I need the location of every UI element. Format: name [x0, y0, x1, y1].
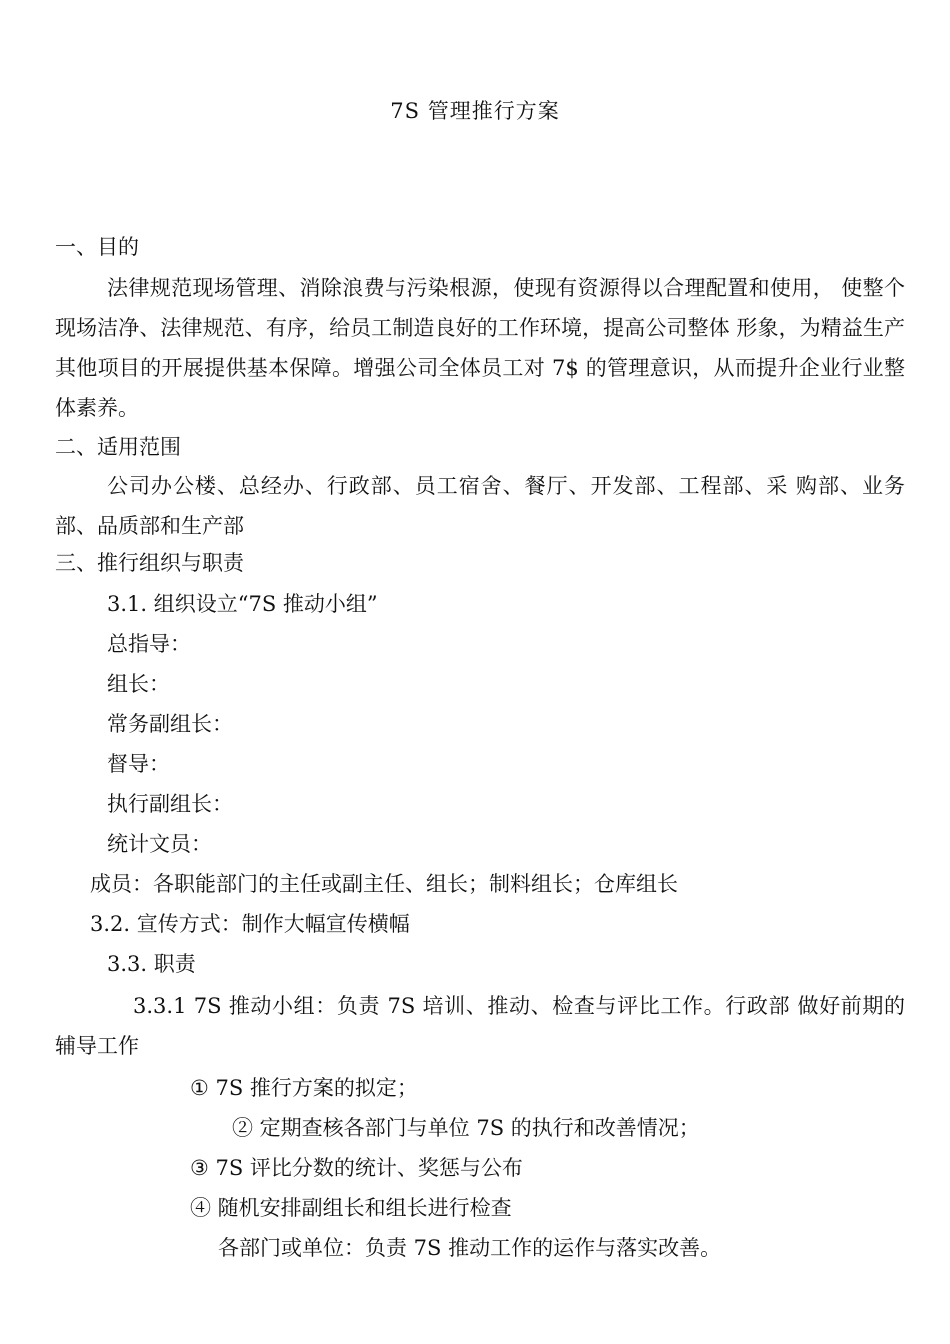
duty-item-4: ④ 随机安排副组长和组长进行检查 [190, 1196, 512, 1220]
section-3-heading: 三、推行组织与职责 [55, 551, 244, 575]
role-statistics-clerk: 统计文员： [107, 832, 212, 856]
role-supervisor: 督导： [107, 752, 170, 776]
document-title: 7S 管理推行方案 [390, 99, 560, 123]
role-acting-deputy: 执行副组长： [107, 792, 233, 816]
section-2-paragraph: 公司办公楼、总经办、行政部、员工宿舍、餐厅、开发部、工程部、采 购部、业务部、品质部和生产部 [55, 474, 905, 538]
section-1-heading: 一、目的 [55, 235, 139, 259]
department-responsibility: 各部门或单位：负责 7S 推动工作的运作与落实改善。 [218, 1236, 722, 1260]
section-2-heading: 二、适用范围 [55, 435, 181, 459]
section-1-paragraph: 法律规范现场管理、消除浪费与污染根源，使现有资源得以合理配置和使用， 使整个现场洁净、法律规范、有序，给员工制造良好的工作环境，提高公司整体 形象，为精益生产其他项目的开展提供基本保障。增强公司全体员工对 7$ 的管理意识，从而提升企业行业整体素养。 [55, 276, 905, 420]
subsection-3-1: 3.1. 组织设立“7S 推动小组” [107, 592, 378, 616]
role-team-leader: 组长： [107, 672, 170, 696]
role-executive-deputy: 常务副组长： [107, 712, 233, 736]
members-line: 成员：各职能部门的主任或副主任、组长；制料组长；仓库组长 [90, 872, 678, 896]
subsection-3-3: 3.3. 职责 [107, 952, 196, 976]
subsection-3-3-1: 3.3.1 7S 推动小组：负责 7S 培训、推动、检查与评比工作。行政部 做好前期的辅导工作 [55, 994, 905, 1058]
role-chief-director: 总指导： [107, 632, 191, 656]
duty-item-3: ③ 7S 评比分数的统计、奖惩与公布 [190, 1156, 523, 1180]
subsection-3-2: 3.2. 宣传方式：制作大幅宣传横幅 [90, 912, 410, 936]
duty-item-2: ② 定期查核各部门与单位 7S 的执行和改善情况； [232, 1116, 700, 1140]
duty-item-1: ① 7S 推行方案的拟定； [190, 1076, 418, 1100]
